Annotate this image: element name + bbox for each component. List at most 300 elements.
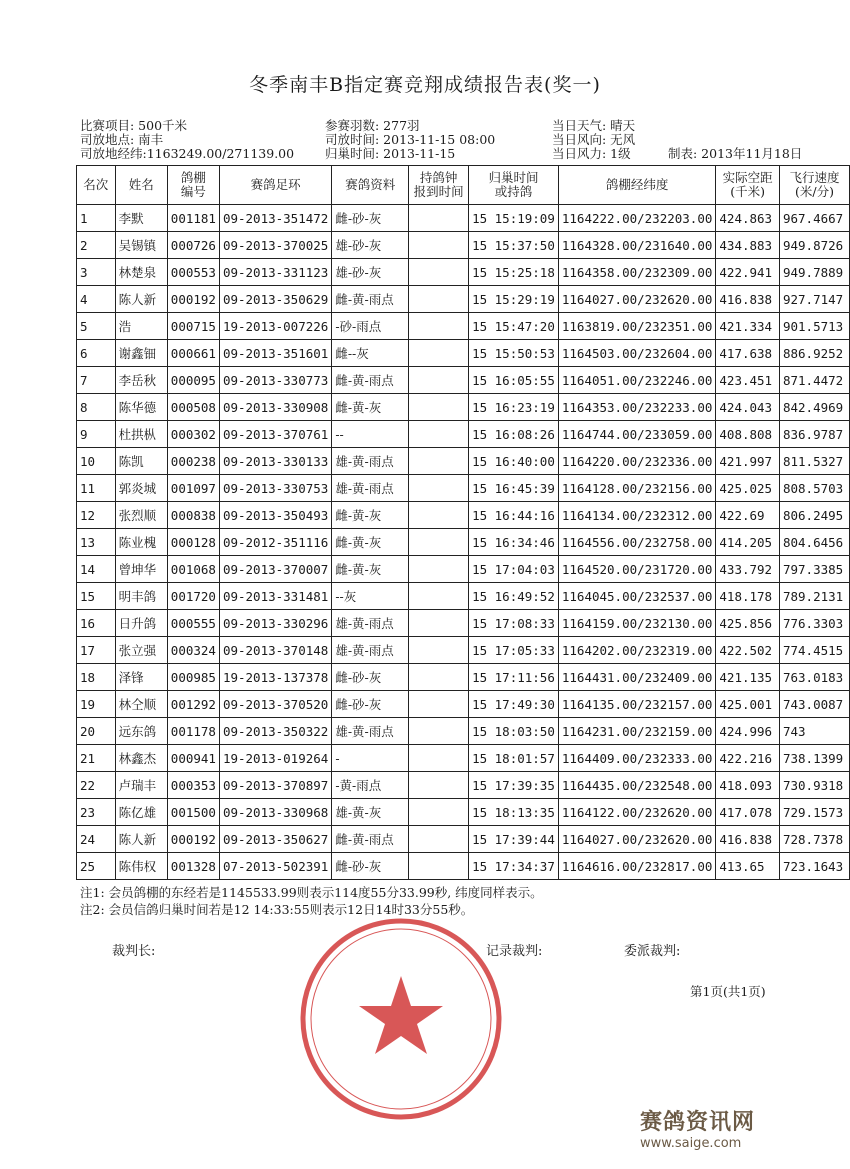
- cell-loft-id: 000941: [167, 745, 219, 772]
- cell-ring: 09-2013-330133: [219, 448, 331, 475]
- cell-loft-id: 001720: [167, 583, 219, 610]
- cell-distance: 433.792: [716, 556, 780, 583]
- cell-loft-id: 000715: [167, 313, 219, 340]
- table-row: [77, 556, 850, 583]
- cell-speed: 743.0087: [779, 691, 849, 718]
- cell-distance: 421.997: [716, 448, 780, 475]
- cell-arrival: 15 15:19:09: [469, 205, 559, 232]
- cell-ring: 19-2013-019264: [219, 745, 331, 772]
- cell-name: 陈凯: [115, 448, 167, 475]
- table-row: [77, 610, 850, 637]
- cell-speed: 949.7889: [779, 259, 849, 286]
- table-row: [77, 718, 850, 745]
- cell-loft-id: 000553: [167, 259, 219, 286]
- cell-ring: 09-2013-351472: [219, 205, 331, 232]
- cell-name: 陈亿雄: [115, 799, 167, 826]
- cell-name: 陈伟权: [115, 853, 167, 880]
- cell-distance: 424.863: [716, 205, 780, 232]
- table-row: [77, 421, 850, 448]
- cell-name: 泽锋: [115, 664, 167, 691]
- cell-ring: 09-2012-351116: [219, 529, 331, 556]
- cell-arrival: 15 15:50:53: [469, 340, 559, 367]
- table-row: [77, 799, 850, 826]
- cell-clock-time: [409, 853, 469, 880]
- table-row: [77, 826, 850, 853]
- cell-loft-id: 001500: [167, 799, 219, 826]
- cell-speed: 811.5327: [779, 448, 849, 475]
- table-header-row: [77, 166, 850, 205]
- cell-name: 谢鑫钿: [115, 340, 167, 367]
- cell-name: 李岳秋: [115, 367, 167, 394]
- cell-loft-id: 001068: [167, 556, 219, 583]
- cell-ring: 09-2013-370761: [219, 421, 331, 448]
- cell-ring: 09-2013-350629: [219, 286, 331, 313]
- cell-clock-time: [409, 826, 469, 853]
- watermark-text: 赛鸽资讯网: [640, 1110, 756, 1135]
- cell-clock-time: [409, 718, 469, 745]
- cell-name: 张烈顺: [115, 502, 167, 529]
- weather: 当日天气: 晴天: [552, 118, 636, 133]
- cell-distance: 423.451: [716, 367, 780, 394]
- cell-distance: 418.178: [716, 583, 780, 610]
- cell-speed: 927.7147: [779, 286, 849, 313]
- table-row: [77, 853, 850, 880]
- table-row: [77, 529, 850, 556]
- cell-loft-coords: 1164353.00/232233.00: [558, 394, 716, 421]
- cell-loft-coords: 1164503.00/232604.00: [558, 340, 716, 367]
- cell-arrival: 15 17:34:37: [469, 853, 559, 880]
- cell-bird-info: 雄-砂-灰: [332, 259, 409, 286]
- cell-arrival: 15 18:01:57: [469, 745, 559, 772]
- cell-rank: 4: [77, 286, 116, 313]
- cell-arrival: 15 16:49:52: [469, 583, 559, 610]
- cell-arrival: 15 16:23:19: [469, 394, 559, 421]
- report-title: 冬季南丰B指定赛竞翔成绩报告表(奖一): [249, 74, 601, 96]
- cell-name: 吴锡镇: [115, 232, 167, 259]
- cell-arrival: 15 17:49:30: [469, 691, 559, 718]
- cell-name: 陈业槐: [115, 529, 167, 556]
- cell-distance: 416.838: [716, 286, 780, 313]
- cell-ring: 09-2013-350627: [219, 826, 331, 853]
- cell-name: 陈华德: [115, 394, 167, 421]
- cell-loft-coords: 1164222.00/232203.00: [558, 205, 716, 232]
- made-date: 制表: 2013年11月18日: [668, 146, 803, 161]
- cell-rank: 9: [77, 421, 116, 448]
- table-row: [77, 448, 850, 475]
- cell-ring: 09-2013-350493: [219, 502, 331, 529]
- cell-arrival: 15 17:08:33: [469, 610, 559, 637]
- cell-bird-info: 雄-黄-雨点: [332, 475, 409, 502]
- cell-speed: 901.5713: [779, 313, 849, 340]
- cell-arrival: 15 17:39:35: [469, 772, 559, 799]
- cell-loft-coords: 1164328.00/231640.00: [558, 232, 716, 259]
- cell-loft-id: 000353: [167, 772, 219, 799]
- wind-force: 当日风力: 1级: [552, 146, 631, 161]
- cell-name: 陈人新: [115, 286, 167, 313]
- watermark-url: www.saige.com: [640, 1136, 742, 1151]
- cell-rank: 21: [77, 745, 116, 772]
- cell-loft-coords: 1164556.00/232758.00: [558, 529, 716, 556]
- cell-rank: 7: [77, 367, 116, 394]
- table-row: [77, 259, 850, 286]
- cell-speed: 836.9787: [779, 421, 849, 448]
- cell-ring: 09-2013-330908: [219, 394, 331, 421]
- cell-bird-info: 雌-黄-灰: [332, 556, 409, 583]
- cell-clock-time: [409, 772, 469, 799]
- cell-name: 林鑫杰: [115, 745, 167, 772]
- cell-loft-id: 001097: [167, 475, 219, 502]
- table-row: [77, 232, 850, 259]
- cell-name: 郭炎城: [115, 475, 167, 502]
- cell-rank: 10: [77, 448, 116, 475]
- col-bird-info: 赛鸽资料: [332, 166, 409, 205]
- cell-loft-id: 000726: [167, 232, 219, 259]
- table-row: [77, 691, 850, 718]
- cell-speed: 871.4472: [779, 367, 849, 394]
- col-name: 姓名: [115, 166, 167, 205]
- cell-arrival: 15 16:08:26: [469, 421, 559, 448]
- cell-name: 远东鸽: [115, 718, 167, 745]
- cell-rank: 19: [77, 691, 116, 718]
- cell-ring: 09-2013-370025: [219, 232, 331, 259]
- cell-clock-time: [409, 799, 469, 826]
- cell-ring: 09-2013-330968: [219, 799, 331, 826]
- cell-distance: 417.078: [716, 799, 780, 826]
- cell-rank: 15: [77, 583, 116, 610]
- cell-clock-time: [409, 394, 469, 421]
- cell-rank: 25: [77, 853, 116, 880]
- cell-arrival: 15 18:13:35: [469, 799, 559, 826]
- page-number: 第1页(共1页): [690, 984, 766, 999]
- cell-ring: 09-2013-330773: [219, 367, 331, 394]
- cell-name: 卢瑞丰: [115, 772, 167, 799]
- cell-distance: 421.135: [716, 664, 780, 691]
- cell-name: 曾坤华: [115, 556, 167, 583]
- cell-rank: 17: [77, 637, 116, 664]
- cell-ring: 09-2013-330296: [219, 610, 331, 637]
- cell-loft-coords: 1164358.00/232309.00: [558, 259, 716, 286]
- table-row: [77, 367, 850, 394]
- cell-ring: 19-2013-007226: [219, 313, 331, 340]
- cell-speed: 842.4969: [779, 394, 849, 421]
- cell-rank: 14: [77, 556, 116, 583]
- cell-loft-id: 000661: [167, 340, 219, 367]
- cell-bird-info: 雌-砂-灰: [332, 853, 409, 880]
- race-item: 比赛项目: 500千米: [80, 118, 188, 133]
- cell-ring: 09-2013-351601: [219, 340, 331, 367]
- cell-loft-coords: 1164128.00/232156.00: [558, 475, 716, 502]
- cell-clock-time: [409, 448, 469, 475]
- cell-clock-time: [409, 259, 469, 286]
- cell-clock-time: [409, 610, 469, 637]
- cell-bird-info: -砂-雨点: [332, 313, 409, 340]
- wind-direction: 当日风向: 无风: [552, 132, 636, 147]
- delegate-judge-label: 委派裁判:: [624, 944, 681, 959]
- cell-clock-time: [409, 475, 469, 502]
- cell-distance: 434.883: [716, 232, 780, 259]
- cell-name: 浩: [115, 313, 167, 340]
- cell-loft-coords: 1164051.00/232246.00: [558, 367, 716, 394]
- cell-bird-info: 雌-砂-灰: [332, 205, 409, 232]
- cell-bird-info: --灰: [332, 583, 409, 610]
- table-row: [77, 286, 850, 313]
- cell-name: 杜拱枞: [115, 421, 167, 448]
- cell-name: 张立强: [115, 637, 167, 664]
- cell-rank: 3: [77, 259, 116, 286]
- cell-loft-coords: 1164220.00/232336.00: [558, 448, 716, 475]
- cell-clock-time: [409, 502, 469, 529]
- cell-arrival: 15 17:39:44: [469, 826, 559, 853]
- cell-loft-coords: 1163819.00/232351.00: [558, 313, 716, 340]
- cell-rank: 5: [77, 313, 116, 340]
- cell-distance: 424.043: [716, 394, 780, 421]
- cell-distance: 416.838: [716, 826, 780, 853]
- cell-bird-info: 雄-黄-雨点: [332, 637, 409, 664]
- cell-arrival: 15 16:34:46: [469, 529, 559, 556]
- cell-bird-info: -: [332, 745, 409, 772]
- cell-speed: 723.1643: [779, 853, 849, 880]
- cell-bird-info: 雌-砂-灰: [332, 691, 409, 718]
- release-time: 司放时间: 2013-11-15 08:00: [325, 132, 496, 147]
- cell-bird-info: 雄-砂-灰: [332, 232, 409, 259]
- cell-loft-id: 000555: [167, 610, 219, 637]
- cell-distance: 422.69: [716, 502, 780, 529]
- cell-arrival: 15 15:29:19: [469, 286, 559, 313]
- table-row: [77, 772, 850, 799]
- cell-bird-info: 雌-黄-雨点: [332, 367, 409, 394]
- cell-rank: 20: [77, 718, 116, 745]
- cell-distance: 425.001: [716, 691, 780, 718]
- cell-speed: 774.4515: [779, 637, 849, 664]
- cell-distance: 425.025: [716, 475, 780, 502]
- cell-clock-time: [409, 286, 469, 313]
- cell-arrival: 15 16:40:00: [469, 448, 559, 475]
- cell-loft-coords: 1164159.00/232130.00: [558, 610, 716, 637]
- cell-ring: 09-2013-370148: [219, 637, 331, 664]
- cell-bird-info: --: [332, 421, 409, 448]
- cell-name: 明丰鸽: [115, 583, 167, 610]
- cell-bird-info: 雌--灰: [332, 340, 409, 367]
- cell-clock-time: [409, 340, 469, 367]
- cell-loft-coords: 1164744.00/233059.00: [558, 421, 716, 448]
- cell-rank: 18: [77, 664, 116, 691]
- cell-rank: 8: [77, 394, 116, 421]
- cell-loft-id: 000838: [167, 502, 219, 529]
- cell-name: 李默: [115, 205, 167, 232]
- cell-bird-info: 雄-黄-雨点: [332, 448, 409, 475]
- cell-loft-coords: 1164231.00/232159.00: [558, 718, 716, 745]
- table-row: [77, 475, 850, 502]
- cell-loft-coords: 1164045.00/232537.00: [558, 583, 716, 610]
- cell-clock-time: [409, 637, 469, 664]
- cell-loft-id: 001328: [167, 853, 219, 880]
- cell-bird-info: 雌-黄-雨点: [332, 286, 409, 313]
- cell-clock-time: [409, 421, 469, 448]
- entries-count: 参赛羽数: 277羽: [325, 118, 420, 133]
- cell-speed: 967.4667: [779, 205, 849, 232]
- cell-name: 日升鸽: [115, 610, 167, 637]
- note-1: 注1: 会员鸽棚的东经若是1145533.99则表示114度55分33.99秒, 纬度同样表示。: [80, 885, 543, 900]
- col-speed: 飞行速度 (米/分): [779, 166, 849, 205]
- cell-speed: 776.3303: [779, 610, 849, 637]
- cell-loft-id: 000985: [167, 664, 219, 691]
- cell-distance: 422.502: [716, 637, 780, 664]
- cell-loft-id: 001292: [167, 691, 219, 718]
- cell-speed: 789.2131: [779, 583, 849, 610]
- cell-distance: 422.941: [716, 259, 780, 286]
- cell-speed: 729.1573: [779, 799, 849, 826]
- cell-bird-info: 雌-黄-灰: [332, 502, 409, 529]
- cell-bird-info: 雄-黄-雨点: [332, 610, 409, 637]
- cell-loft-coords: 1164409.00/232333.00: [558, 745, 716, 772]
- col-loft-id: 鸽棚 编号: [167, 166, 219, 205]
- table-row: [77, 664, 850, 691]
- record-judge-label: 记录裁判:: [486, 944, 543, 959]
- col-rank: 名次: [77, 166, 116, 205]
- table-row: [77, 502, 850, 529]
- cell-arrival: 15 17:11:56: [469, 664, 559, 691]
- cell-arrival: 15 16:45:39: [469, 475, 559, 502]
- cell-loft-id: 000192: [167, 826, 219, 853]
- table-row: [77, 205, 850, 232]
- cell-arrival: 15 15:25:18: [469, 259, 559, 286]
- cell-bird-info: 雌-砂-灰: [332, 664, 409, 691]
- cell-loft-id: 001178: [167, 718, 219, 745]
- cell-clock-time: [409, 367, 469, 394]
- cell-rank: 22: [77, 772, 116, 799]
- cell-loft-id: 000192: [167, 286, 219, 313]
- cell-distance: 413.65: [716, 853, 780, 880]
- notes: [80, 884, 543, 918]
- cell-loft-id: 000508: [167, 394, 219, 421]
- cell-ring: 09-2013-331123: [219, 259, 331, 286]
- site-watermark: [640, 1105, 755, 1151]
- cell-speed: 808.5703: [779, 475, 849, 502]
- cell-loft-coords: 1164202.00/232319.00: [558, 637, 716, 664]
- cell-speed: 763.0183: [779, 664, 849, 691]
- cell-bird-info: -黄-雨点: [332, 772, 409, 799]
- release-coords: 司放地经纬:1163249.00/271139.00: [80, 146, 295, 161]
- cell-bird-info: 雌-黄-灰: [332, 529, 409, 556]
- table-row: [77, 313, 850, 340]
- cell-clock-time: [409, 556, 469, 583]
- cell-rank: 2: [77, 232, 116, 259]
- cell-loft-coords: 1164027.00/232620.00: [558, 826, 716, 853]
- cell-ring: 09-2013-370007: [219, 556, 331, 583]
- cell-speed: 886.9252: [779, 340, 849, 367]
- cell-distance: 422.216: [716, 745, 780, 772]
- cell-loft-id: 000238: [167, 448, 219, 475]
- cell-rank: 16: [77, 610, 116, 637]
- cell-rank: 23: [77, 799, 116, 826]
- table-row: [77, 745, 850, 772]
- cell-clock-time: [409, 313, 469, 340]
- cell-clock-time: [409, 529, 469, 556]
- cell-clock-time: [409, 583, 469, 610]
- cell-distance: 421.334: [716, 313, 780, 340]
- cell-ring: 09-2013-370897: [219, 772, 331, 799]
- cell-speed: 797.3385: [779, 556, 849, 583]
- cell-loft-coords: 1164520.00/231720.00: [558, 556, 716, 583]
- table-row: [77, 394, 850, 421]
- cell-ring: 09-2013-331481: [219, 583, 331, 610]
- cell-rank: 6: [77, 340, 116, 367]
- cell-loft-coords: 1164134.00/232312.00: [558, 502, 716, 529]
- cell-loft-id: 001181: [167, 205, 219, 232]
- cell-clock-time: [409, 664, 469, 691]
- cell-loft-coords: 1164435.00/232548.00: [558, 772, 716, 799]
- cell-ring: 09-2013-330753: [219, 475, 331, 502]
- cell-loft-coords: 1164135.00/232157.00: [558, 691, 716, 718]
- cell-rank: 12: [77, 502, 116, 529]
- cell-rank: 13: [77, 529, 116, 556]
- cell-speed: 728.7378: [779, 826, 849, 853]
- cell-loft-id: 000128: [167, 529, 219, 556]
- note-2: 注2: 会员信鸽归巢时间若是12 14:33:55则表示12日14时33分55秒。: [80, 902, 474, 917]
- cell-speed: 806.2495: [779, 502, 849, 529]
- return-time: 归巢时间: 2013-11-15: [325, 146, 456, 161]
- cell-name: 林仝顺: [115, 691, 167, 718]
- cell-speed: 730.9318: [779, 772, 849, 799]
- cell-loft-coords: 1164027.00/232620.00: [558, 286, 716, 313]
- results-table: [76, 165, 850, 880]
- official-seal-stamp: [296, 914, 506, 1124]
- col-loft-coords: 鸽棚经纬度: [558, 166, 716, 205]
- cell-clock-time: [409, 232, 469, 259]
- cell-ring: 09-2013-350322: [219, 718, 331, 745]
- chief-judge-label: 裁判长:: [112, 944, 156, 959]
- cell-rank: 1: [77, 205, 116, 232]
- table-row: [77, 583, 850, 610]
- cell-distance: 425.856: [716, 610, 780, 637]
- cell-distance: 418.093: [716, 772, 780, 799]
- cell-arrival: 15 17:05:33: [469, 637, 559, 664]
- cell-arrival: 15 16:05:55: [469, 367, 559, 394]
- cell-loft-id: 000302: [167, 421, 219, 448]
- col-arrival: 归巢时间 或持鸽: [469, 166, 559, 205]
- col-ring: 赛鸽足环: [219, 166, 331, 205]
- cell-rank: 11: [77, 475, 116, 502]
- cell-loft-id: 000095: [167, 367, 219, 394]
- cell-arrival: 15 18:03:50: [469, 718, 559, 745]
- cell-bird-info: 雌-黄-雨点: [332, 826, 409, 853]
- table-row: [77, 340, 850, 367]
- cell-clock-time: [409, 691, 469, 718]
- cell-loft-id: 000324: [167, 637, 219, 664]
- cell-distance: 424.996: [716, 718, 780, 745]
- cell-speed: 743: [779, 718, 849, 745]
- cell-arrival: 15 17:04:03: [469, 556, 559, 583]
- cell-clock-time: [409, 745, 469, 772]
- cell-bird-info: 雌-黄-灰: [332, 394, 409, 421]
- cell-name: 陈人新: [115, 826, 167, 853]
- cell-bird-info: 雄-黄-灰: [332, 799, 409, 826]
- cell-arrival: 15 15:37:50: [469, 232, 559, 259]
- cell-distance: 408.808: [716, 421, 780, 448]
- cell-speed: 804.6456: [779, 529, 849, 556]
- cell-bird-info: 雄-黄-雨点: [332, 718, 409, 745]
- col-clock-time: 持鸽钟 报到时间: [409, 166, 469, 205]
- results-body: [77, 205, 850, 880]
- table-row: [77, 637, 850, 664]
- cell-loft-coords: 1164431.00/232409.00: [558, 664, 716, 691]
- release-place: 司放地点: 南丰: [80, 132, 164, 147]
- col-distance: 实际空距 (千米): [716, 166, 780, 205]
- cell-ring: 19-2013-137378: [219, 664, 331, 691]
- cell-clock-time: [409, 205, 469, 232]
- cell-loft-coords: 1164122.00/232620.00: [558, 799, 716, 826]
- cell-speed: 949.8726: [779, 232, 849, 259]
